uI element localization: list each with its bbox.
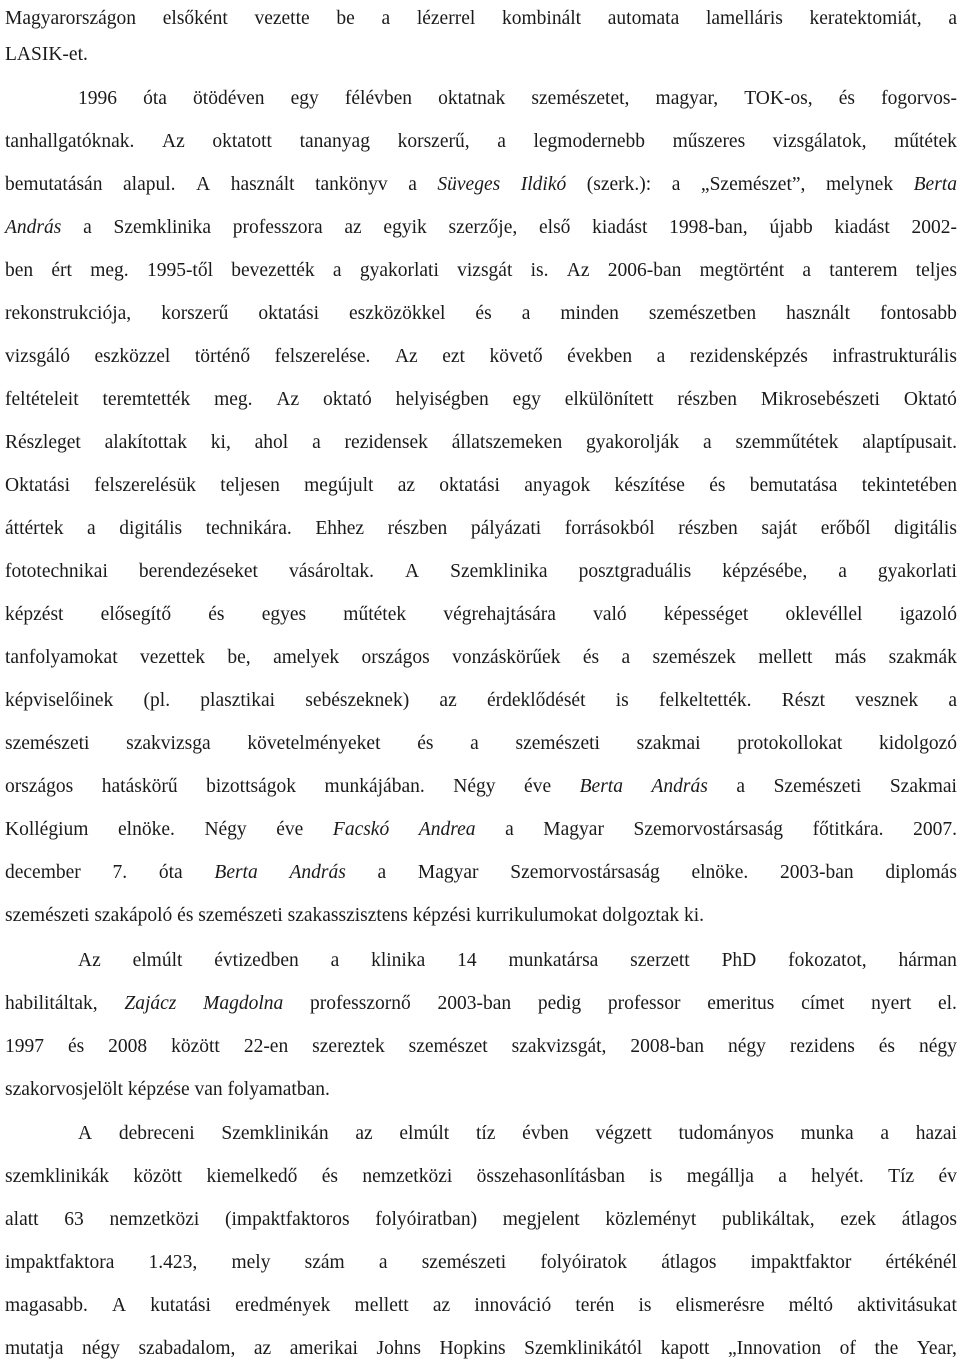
text-line: szemészeti szakvizsga követelményeket és a szemészeti szakmai protokollokat kidolgozó	[5, 733, 957, 754]
text-line: A debreceni Szemklinikán az elmúlt tíz évben végzett tudományos munka a hazai	[78, 1123, 957, 1144]
text-line: Részleget alakítottak ki, ahol a rezidensek állatszemeken gyakorolják a szemműtétek alaptípusait.	[5, 432, 957, 453]
text-line: fototechnikai berendezéseket vásároltak. A Szemklinika posztgraduális képzésébe, a gyakorlati	[5, 561, 957, 582]
text-line: szemklinikák között kiemelkedő és nemzetközi összehasonlításban is megállja a helyét. Tíz év	[5, 1166, 957, 1187]
text-line: tanfolyamokat vezettek be, amelyek országos vonzáskörűek és a szemészek mellett más szakmák	[5, 647, 957, 668]
text-line: Az elmúlt évtizedben a klinika 14 munkatársa szerzett PhD fokozatot, hárman	[78, 950, 957, 971]
text-line: magasabb. A kutatási eredmények mellett az innováció terén is elismerésre méltó aktivitásukat	[5, 1295, 957, 1316]
text-line: szakorvosjelölt képzése van folyamatban.	[5, 1079, 330, 1100]
text-line: szemészeti szakápoló és szemészeti szakasszisztens képzési kurrikulumokat dolgoztak ki.	[5, 905, 705, 926]
text-line: bemutatásán alapul. A használt tankönyv a Süveges Ildikó (szerk.): a „Szemészet”, melynek Berta	[5, 174, 957, 195]
text-line: tanhallgatóknak. Az oktatott tananyag korszerű, a legmodernebb műszeres vizsgálatok, műtétek	[5, 131, 957, 152]
text-line: képviselőinek (pl. plasztikai sebészeknek) az érdeklődését is felkeltették. Részt vesznek a	[5, 690, 957, 711]
text-line: mutatja négy szabadalom, az amerikai Johns Hopkins Szemklinikától kapott „Innovation of the Year,	[5, 1338, 957, 1359]
text-line: András a Szemklinika professzora az egyik szerzője, első kiadást 1998-ban, újabb kiadást 2002-	[5, 217, 957, 238]
text-line: december 7. óta Berta András a Magyar Szemorvostársaság elnöke. 2003-ban diplomás	[5, 862, 957, 883]
text-line: képzést elősegítő és egyes műtétek végrehajtására való képességet oklevéllel igazoló	[5, 604, 957, 625]
text-line: áttértek a digitális technikára. Ehhez részben pályázati forrásokból részben saját erőből digitális	[5, 518, 957, 539]
text-line: 1996 óta ötödéven egy félévben oktatnak szemészetet, magyar, TOK-os, és fogorvos-	[78, 88, 957, 109]
text-line: feltételeit teremtették meg. Az oktató helyiségben egy elkülönített részben Mikrosebészeti Oktató	[5, 389, 957, 410]
text-line: vizsgáló eszközzel történő felszerelése. Az ezt követő években a rezidensképzés infrastrukturális	[5, 346, 957, 367]
text-line: impaktfaktora 1.423, mely szám a szemészeti folyóiratok átlagos impaktfaktor értékénél	[5, 1252, 957, 1273]
text-line: 1997 és 2008 között 22-en szereztek szemészet szakvizsgát, 2008-ban négy rezidens és négy	[5, 1036, 957, 1057]
text-line: Oktatási felszerelésük teljesen megújult az oktatási anyagok készítése és bemutatása tekintetében	[5, 475, 957, 496]
text-line: alatt 63 nemzetközi (impaktfaktoros folyóiratban) megjelent közleményt publikáltak, ezek átlagos	[5, 1209, 957, 1230]
text-line: ben ért meg. 1995-től bevezették a gyakorlati vizsgát is. Az 2006-ban megtörtént a tanterem teljes	[5, 260, 957, 281]
text-line: Magyarországon elsőként vezette be a lézerrel kombinált automata lamelláris keratektomiát, a	[5, 8, 957, 29]
text-line: LASIK-et.	[5, 44, 88, 65]
text-line: Kollégium elnöke. Négy éve Facskó Andrea a Magyar Szemorvostársaság főtitkára. 2007.	[5, 819, 957, 840]
text-line: országos hatáskörű bizottságok munkájában. Négy éve Berta András a Szemészeti Szakmai	[5, 776, 957, 797]
text-line: rekonstrukciója, korszerű oktatási eszközökkel és a minden szemészetben használt fontosabb	[5, 303, 957, 324]
text-line: habilitáltak, Zajácz Magdolna professzornő 2003-ban pedig professor emeritus címet nyert el.	[5, 993, 957, 1014]
